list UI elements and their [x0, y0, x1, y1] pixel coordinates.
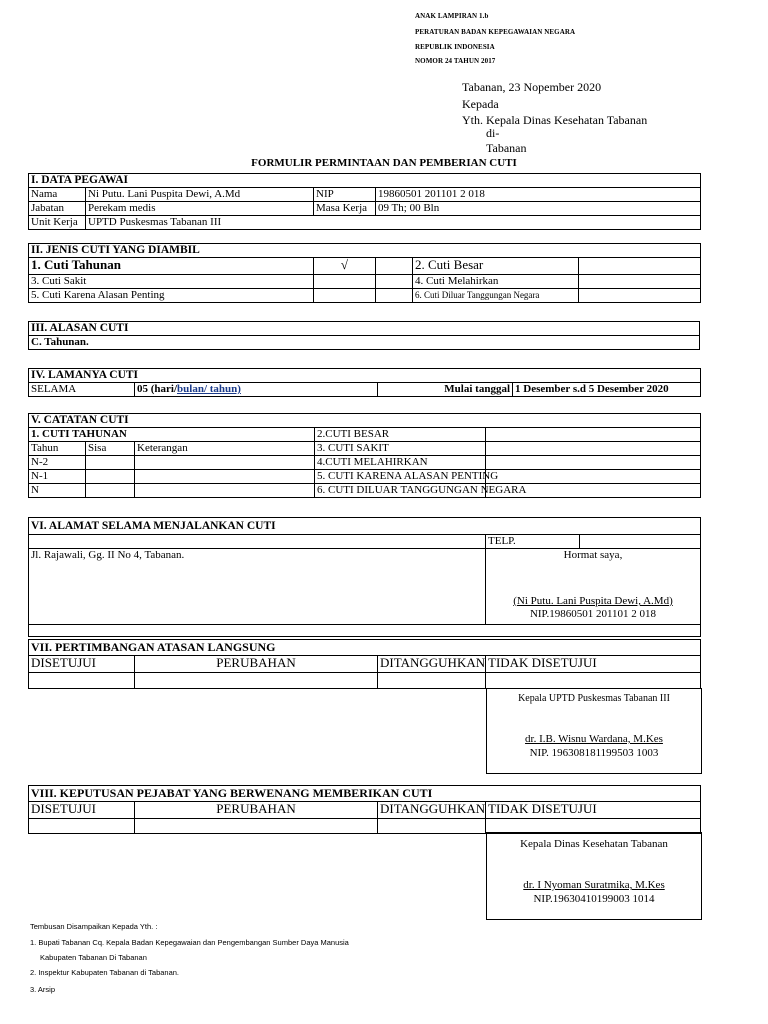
cuti-besar: 2. Cuti Besar	[413, 258, 579, 275]
col-tahun: Tahun	[29, 442, 86, 456]
cuti-besar-label: 2.CUTI BESAR	[315, 428, 486, 442]
recipient-di: di-	[486, 126, 500, 140]
label-nama: Nama	[29, 188, 86, 202]
empty-cell	[579, 289, 701, 303]
section-title: V. CATATAN CUTI	[29, 414, 701, 428]
header-line-1: ANAK LAMPIRAN 1.b	[415, 12, 489, 20]
cuti-melahirkan-label: 4.CUTI MELAHIRKAN	[315, 456, 486, 470]
empty-cell	[486, 442, 701, 456]
recipient-city: Tabanan	[486, 141, 527, 155]
hari-count: 05 (hari/	[137, 383, 178, 395]
empty-cell	[29, 819, 135, 834]
header-line-3: REPUBLIK INDONESIA	[415, 43, 495, 51]
section-title: II. JENIS CUTI YANG DIAMBIL	[29, 244, 701, 258]
empty-cell	[86, 470, 135, 484]
alasan-value: C. Tahunan.	[29, 336, 700, 350]
pejabat-nip: NIP.19630410199003 1014	[533, 893, 655, 905]
value-range: 1 Desember s.d 5 Desember 2020	[513, 383, 701, 397]
recipient: Yth. Kepala Dinas Kesehatan Tabanan	[462, 113, 648, 127]
value-masa-kerja: 09 Th; 00 Bln	[376, 202, 701, 216]
empty-cell	[378, 819, 486, 834]
section-lamanya-cuti	[28, 368, 701, 397]
section-title: III. ALASAN CUTI	[29, 322, 700, 336]
empty-cell	[135, 819, 378, 834]
pejabat-name: dr. I Nyoman Suratmika, M.Kes	[523, 879, 665, 891]
empty-cell	[378, 673, 486, 689]
value-nama: Ni Putu. Lani Puspita Dewi, A.Md	[86, 188, 314, 202]
section-catatan-cuti	[28, 413, 701, 498]
cuti-diluar-tanggungan: 6. Cuti Diluar Tanggungan Negara	[413, 289, 579, 303]
label-telp: TELP.	[486, 535, 580, 549]
empty-cell	[486, 470, 701, 484]
signature-block-atasan	[486, 688, 702, 774]
cuti-tahunan: 1. Cuti Tahunan	[29, 258, 314, 275]
opt-disetujui: DISETUJUI	[29, 656, 135, 673]
cuti-sakit-label: 3. CUTI SAKIT	[315, 442, 486, 456]
row-n: N	[29, 484, 86, 498]
cuti-tahunan-header: 1. CUTI TAHUNAN	[29, 428, 315, 442]
signature-block-pegawai	[486, 549, 701, 625]
place-date: Tabanan, 23 Nopember 2020	[462, 80, 602, 94]
section-title: VI. ALAMAT SELAMA MENJALANKAN CUTI	[29, 518, 701, 535]
section-jenis-cuti	[28, 243, 701, 303]
pegawai-nip: NIP.19860501 201101 2 018	[529, 608, 657, 620]
tembusan-2: 2. Inspektur Kabupaten Tabanan di Tabanan.	[30, 968, 180, 977]
opt-perubahan: PERUBAHAN	[135, 656, 378, 673]
label-mulai: Mulai tanggal	[378, 383, 513, 397]
atasan-name: dr. I.B. Wisnu Wardana, M.Kes	[525, 733, 663, 745]
empty-cell	[580, 535, 701, 549]
empty-row	[29, 625, 701, 637]
col-sisa: Sisa	[86, 442, 135, 456]
label-selama: SELAMA	[29, 383, 135, 397]
empty-cell	[486, 456, 701, 470]
atasan-jabatan: Kepala UPTD Puskesmas Tabanan III	[518, 693, 670, 704]
opt-ditangguhkan: DITANGGUHKAN	[378, 656, 486, 673]
section-pertimbangan-atasan	[28, 639, 701, 689]
empty-cell	[579, 275, 701, 289]
section-alasan-cuti	[28, 321, 700, 350]
empty-cell	[86, 456, 135, 470]
label-unit-kerja: Unit Kerja	[29, 216, 86, 230]
value-selama	[135, 383, 378, 397]
cuti-melahirkan: 4. Cuti Melahirkan	[413, 275, 579, 289]
section-title: VII. PERTIMBANGAN ATASAN LANGSUNG	[29, 640, 701, 656]
empty-cell	[135, 470, 315, 484]
tembusan-1b: Kabupaten Tabanan Di Tabanan	[40, 953, 147, 962]
empty-cell	[135, 673, 378, 689]
col-keterangan: Keterangan	[135, 442, 315, 456]
empty-cell	[486, 673, 701, 689]
check-mark: √	[314, 258, 376, 275]
recipient-intro: Kepada	[462, 97, 499, 111]
empty-cell	[314, 289, 376, 303]
section-title: IV. LAMANYA CUTI	[29, 369, 701, 383]
label-masa-kerja: Masa Kerja	[314, 202, 376, 216]
empty-cell	[135, 484, 315, 498]
opt-ditangguhkan: DITANGGUHKAN	[378, 802, 486, 819]
row-n1: N-1	[29, 470, 86, 484]
tembusan-1: 1. Bupati Tabanan Cq. Kepala Badan Kepegawaian dan Pengembangan Sumber Daya Manusia	[30, 938, 349, 947]
cuti-alasan-penting: 5. Cuti Karena Alasan Penting	[29, 289, 314, 303]
hari-unit: bulan/ tahun)	[177, 383, 241, 395]
label-jabatan: Jabatan	[29, 202, 86, 216]
atasan-nip: NIP. 196308181199503 1003	[529, 747, 659, 759]
value-nip: 19860501 201101 2 018	[376, 188, 701, 202]
empty-cell	[376, 275, 413, 289]
opt-tidak-disetujui: TIDAK DISETUJUI	[486, 656, 701, 673]
section-title: VIII. KEPUTUSAN PEJABAT YANG BERWENANG MEMBERIKAN CUTI	[29, 786, 701, 802]
form-title: FORMULIR PERMINTAAN DAN PEMBERIAN CUTI	[251, 157, 517, 169]
section-data-pegawai	[28, 173, 701, 230]
tembusan-3: 3. Arsip	[30, 985, 56, 994]
opt-perubahan: PERUBAHAN	[135, 802, 378, 819]
section-keputusan-pejabat	[28, 785, 701, 834]
label-nip: NIP	[314, 188, 376, 202]
empty-cell	[486, 428, 701, 442]
row-n2: N-2	[29, 456, 86, 470]
empty-cell	[376, 258, 413, 275]
value-unit-kerja: UPTD Puskesmas Tabanan III	[86, 216, 701, 230]
empty-cell	[86, 484, 135, 498]
empty-cell	[314, 275, 376, 289]
cuti-sakit: 3. Cuti Sakit	[29, 275, 314, 289]
empty-cell	[376, 289, 413, 303]
header-line-2: PERATURAN BADAN KEPEGAWAIAN NEGARA	[415, 28, 576, 36]
alamat-value: Jl. Rajawali, Gg. II No 4, Tabanan.	[29, 549, 486, 625]
empty-cell	[29, 673, 135, 689]
pejabat-jabatan: Kepala Dinas Kesehatan Tabanan	[520, 838, 668, 850]
signature-block-pejabat	[486, 832, 702, 920]
cuti-penting-label: 5. CUTI KARENA ALASAN PENTING	[315, 470, 486, 484]
tembusan-intro: Tembusan Disampaikan Kepada Yth. :	[30, 922, 158, 931]
empty-cell	[579, 258, 701, 275]
section-alamat	[28, 517, 701, 637]
section-title: I. DATA PEGAWAI	[29, 174, 701, 188]
hormat-saya: Hormat saya,	[563, 549, 623, 561]
value-jabatan: Perekam medis	[86, 202, 314, 216]
opt-disetujui: DISETUJUI	[29, 802, 135, 819]
pegawai-name: (Ni Putu. Lani Puspita Dewi, A.Md)	[513, 595, 673, 607]
header-line-4: NOMOR 24 TAHUN 2017	[415, 57, 496, 65]
opt-tidak-disetujui: TIDAK DISETUJUI	[486, 802, 701, 819]
cuti-diluar-label: 6. CUTI DILUAR TANGGUNGAN NEGARA	[315, 484, 486, 498]
empty-cell	[29, 535, 486, 549]
empty-cell	[135, 456, 315, 470]
